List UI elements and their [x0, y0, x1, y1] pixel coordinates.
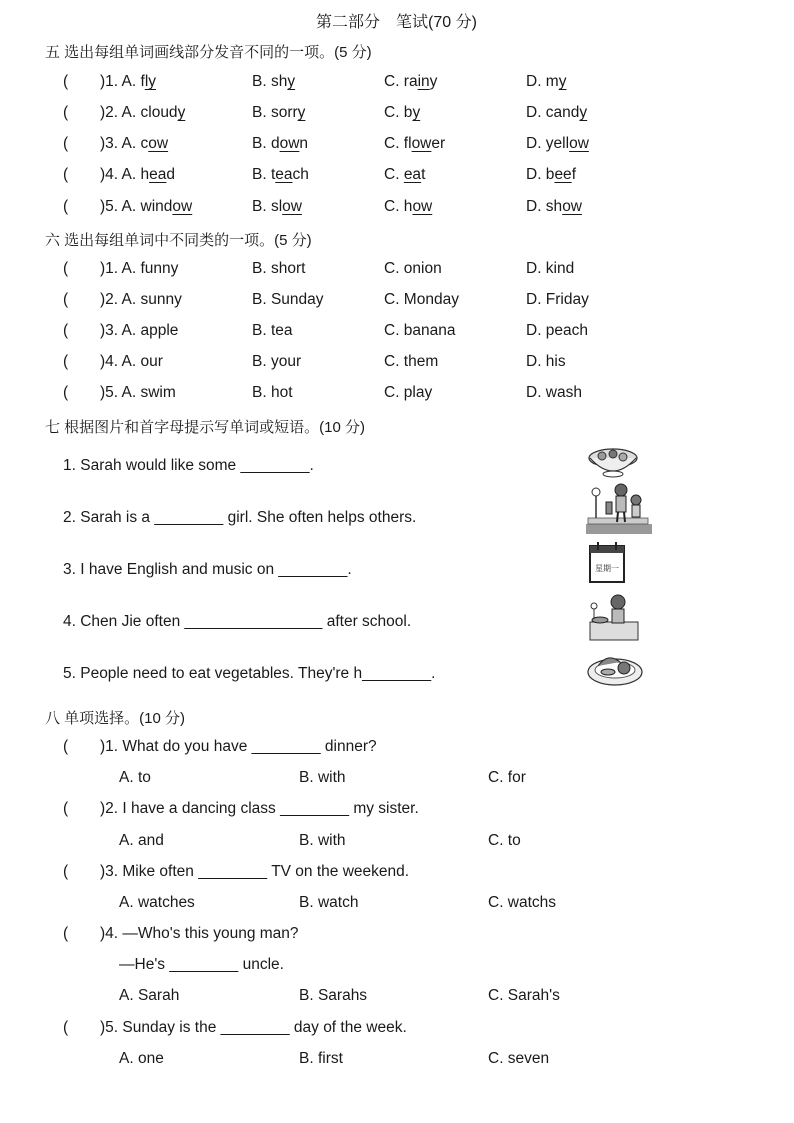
s6-q5-option-b: B. hot [252, 384, 293, 401]
s5-q2-option-d [526, 104, 587, 122]
word-part: y [429, 73, 438, 90]
s7-q4: 4. Chen Jie often ________________ after school. [63, 613, 412, 630]
s8-q5-stem: )5. Sunday is the ________ day of the week. [100, 1019, 407, 1036]
s5-paren: ( [63, 166, 69, 183]
underlined-part: ow [172, 198, 193, 215]
word-part: C. b [384, 104, 413, 121]
s6-q2-option-c: C. Monday [384, 291, 459, 308]
salad-bowl-image [586, 444, 640, 478]
s8-paren: ( [63, 738, 69, 755]
s8-q4-option-a: A. Sarah [119, 987, 180, 1004]
s8-q4-stem: )4. —Who's this young man? [100, 925, 299, 942]
s6-q4-option-b: B. your [252, 353, 302, 370]
underlined-part: ow [569, 135, 589, 152]
s5-paren: ( [63, 73, 69, 90]
s8-q4-line2: —He's ________ uncle. [119, 956, 284, 973]
s8-paren: ( [63, 925, 69, 942]
word-part: wind [140, 198, 173, 215]
s5-q1-option-d [526, 73, 566, 91]
word-part: c [140, 135, 149, 152]
underlined-part: ea [403, 166, 422, 183]
page-title: 第二部分 笔试(70 分) [316, 14, 477, 31]
s6-q1-option-b: B. short [252, 260, 306, 277]
word-part: D. m [526, 73, 559, 90]
section-7-title: 七 根据图片和首字母提示写单词或短语。(10 分) [45, 419, 366, 436]
s8-q3-stem: )3. Mike often ________ TV on the weekend. [100, 863, 410, 880]
s6-q1-option-a: )1. A. funny [100, 260, 179, 277]
underlined-part: y [287, 73, 296, 90]
word-part: D. cand [526, 104, 580, 121]
s6-paren: ( [63, 384, 69, 401]
s8-q1-option-b: B. with [299, 769, 346, 786]
underlined-part: ee [554, 166, 572, 183]
s6-q5-option-c: C. play [384, 384, 433, 401]
word-part: t [421, 166, 426, 183]
cooking-girl-image [586, 592, 642, 644]
word-part: D. sh [526, 198, 563, 215]
underlined-part: ow [562, 198, 583, 215]
s5-q1-option-b [252, 73, 295, 91]
underlined-part: in [417, 73, 430, 90]
s5-q3-option-c [384, 135, 445, 153]
s8-q2-option-a: A. and [119, 832, 164, 849]
word-part: B. d [252, 135, 280, 152]
underlined-part: ly [144, 73, 157, 90]
word-part: h [140, 166, 150, 183]
s6-q3-option-c: C. banana [384, 322, 456, 339]
s5-q4-option-c [384, 166, 425, 184]
word-part: B. t [252, 166, 276, 183]
s6-q4-option-c: C. them [384, 353, 439, 370]
s5-paren: ( [63, 198, 69, 215]
word-part: B. sorr [252, 104, 298, 121]
s5-q2-option-b [252, 104, 305, 122]
s5-number: )2. A. [100, 104, 141, 121]
s7-q2: 2. Sarah is a ________ girl. She often helps others. [63, 509, 417, 526]
s8-q4-option-c: C. Sarah's [488, 987, 560, 1004]
vegetables-plate-image [586, 648, 644, 688]
s6-paren: ( [63, 322, 69, 339]
underlined-part: ow [412, 198, 433, 215]
s8-q1-stem: )1. What do you have ________ dinner? [100, 738, 377, 755]
s5-number: )5. A. [100, 198, 141, 215]
underlined-part: ow [411, 135, 432, 152]
s6-q4-option-d: D. his [526, 353, 566, 370]
s6-paren: ( [63, 291, 69, 308]
s5-q5-option-c [384, 198, 432, 216]
s8-q2-option-b: B. with [299, 832, 346, 849]
s8-q3-option-b: B. watch [299, 894, 359, 911]
s8-paren: ( [63, 863, 69, 880]
s5-paren: ( [63, 104, 69, 121]
s5-q3-option-d [526, 135, 589, 153]
s5-q1-option-c [384, 73, 437, 91]
s7-q1: 1. Sarah would like some ________. [63, 457, 314, 474]
s6-q2-option-b: B. Sunday [252, 291, 324, 308]
s5-q2-option-a [100, 104, 185, 122]
word-part: ch [292, 166, 309, 183]
word-part: C. fl [384, 135, 412, 152]
s8-q2-option-c: C. to [488, 832, 521, 849]
word-part: er [431, 135, 446, 152]
underlined-part: ow [148, 135, 169, 152]
s8-paren: ( [63, 800, 69, 817]
s6-q3-option-a: )3. A. apple [100, 322, 179, 339]
s7-q3: 3. I have English and music on ________. [63, 561, 352, 578]
s6-q1-option-c: C. onion [384, 260, 442, 277]
section-5-title: 五 选出每组单词画线部分发音不同的一项。(5 分) [45, 44, 372, 61]
word-part: n [299, 135, 309, 152]
s6-q5-option-a: )5. A. swim [100, 384, 176, 401]
word-part: C. h [384, 198, 413, 215]
s8-q1-option-c: C. for [488, 769, 526, 786]
word-part: D. b [526, 166, 555, 183]
word-part: d [166, 166, 175, 183]
s8-q4-option-b: B. Sarahs [299, 987, 368, 1004]
s8-q1-option-a: A. to [119, 769, 151, 786]
s8-q3-option-c: C. watchs [488, 894, 557, 911]
section-8-title: 八 单项选择。(10 分) [45, 710, 186, 727]
underlined-part: ea [275, 166, 293, 183]
underlined-part: ow [282, 198, 302, 215]
s6-q1-option-d: D. kind [526, 260, 575, 277]
s5-number: )3. A. [100, 135, 141, 152]
s5-number: )1. A. [100, 73, 141, 90]
s5-q5-option-d [526, 198, 582, 216]
s6-q2-option-a: )2. A. sunny [100, 291, 182, 308]
s8-q2-stem: )2. I have a dancing class ________ my sister. [100, 800, 419, 817]
word-part: B. sh [252, 73, 288, 90]
s6-q3-option-d: D. peach [526, 322, 589, 339]
s7-q5: 5. People need to eat vegetables. They're h________. [63, 665, 436, 682]
s8-q5-option-a: A. one [119, 1050, 164, 1067]
s5-number: )4. A. [100, 166, 141, 183]
s8-paren: ( [63, 1019, 69, 1036]
s8-q5-option-c: C. seven [488, 1050, 550, 1067]
word-part: D. yell [526, 135, 570, 152]
s5-q4-option-d [526, 166, 576, 184]
underlined-part: y [558, 73, 567, 90]
s6-q2-option-d: D. Friday [526, 291, 589, 308]
word-part: f [571, 166, 576, 183]
s5-q4-option-b [252, 166, 309, 184]
word-part: f [140, 73, 145, 90]
underlined-part: y [177, 104, 186, 121]
s5-q1-option-a [100, 73, 156, 91]
s5-q2-option-c [384, 104, 420, 122]
s5-paren: ( [63, 135, 69, 152]
section-6-title: 六 选出每组单词中不同类的一项。(5 分) [45, 232, 312, 249]
s5-q5-option-b [252, 198, 302, 216]
word-part: cloud [140, 104, 178, 121]
s5-q4-option-a [100, 166, 175, 184]
s6-paren: ( [63, 353, 69, 370]
helpful-girl-image [586, 478, 652, 536]
s6-q4-option-a: )4. A. our [100, 353, 163, 370]
underlined-part: y [579, 104, 588, 121]
s6-q3-option-b: B. tea [252, 322, 293, 339]
underlined-part: y [297, 104, 306, 121]
underlined-part: y [412, 104, 421, 121]
word-part: C. ra [384, 73, 418, 90]
s8-q3-option-a: A. watches [119, 894, 195, 911]
s6-q5-option-d: D. wash [526, 384, 582, 401]
calendar-image [588, 540, 626, 584]
word-part: C. [384, 166, 404, 183]
s5-q5-option-a [100, 198, 192, 216]
word-part: B. sl [252, 198, 283, 215]
calendar-label: 星期一 [595, 564, 619, 573]
s6-paren: ( [63, 260, 69, 277]
s5-q3-option-b [252, 135, 308, 153]
underlined-part: ea [149, 166, 167, 183]
s5-q3-option-a [100, 135, 168, 153]
underlined-part: ow [279, 135, 300, 152]
s8-q5-option-b: B. first [299, 1050, 343, 1067]
